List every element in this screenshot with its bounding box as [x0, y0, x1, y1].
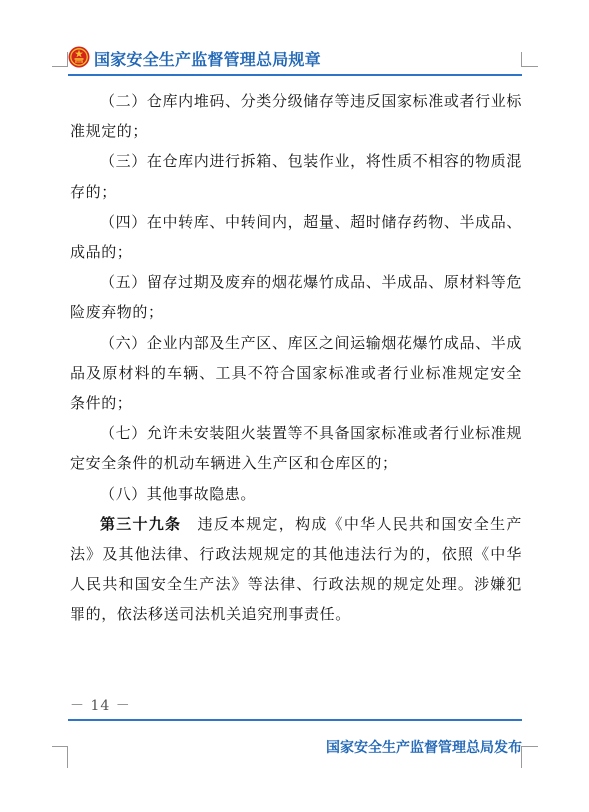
crop-mark	[522, 66, 538, 67]
clause-paragraph: （五）留存过期及废弃的烟花爆竹成品、半成品、原材料等危险废弃物的；	[70, 273, 522, 322]
header-title: 国家安全生产监督管理总局规章	[94, 50, 321, 69]
clause-paragraph: （七）允许未安装阻火装置等不具备国家标准或者行业标准规定安全条件的机动车辆进入生产区和仓库区的；	[70, 424, 522, 473]
article-paragraph	[70, 509, 522, 630]
footer-divider	[68, 719, 522, 721]
clause-paragraph: （八）其他事故隐患。	[100, 484, 257, 503]
page-header	[68, 44, 522, 78]
crop-mark	[67, 746, 68, 768]
crop-mark	[52, 746, 68, 747]
footer-publisher: 国家安全生产监督管理总局发布	[326, 740, 522, 756]
clause-paragraph: （四）在中转库、中转间内，超量、超时储存药物、半成品、成品的；	[70, 212, 522, 262]
article-heading: 第三十九条	[100, 514, 182, 533]
document-body	[70, 86, 522, 630]
crop-mark	[52, 66, 68, 67]
article-text: 违反本规定，构成《中华人民共和国安全生产法》及其他法律、行政法规规定的其他违法行为的，依照《中华人民共和国安全生产法》等法律、行政法规的规定处理。涉嫌犯罪的，依法移送司法机关追究刑事责任。	[70, 514, 522, 624]
clause-paragraph: （六）企业内部及生产区、库区之间运输烟花爆竹成品、半成品及原材料的车辆、工具不符合国家标准或者行业标准规定安全条件的；	[70, 333, 522, 413]
page-number: － 14 －	[70, 698, 131, 714]
clause-paragraph: （三）在仓库内进行拆箱、包装作业，将性质不相容的物质混存的；	[70, 152, 522, 201]
clause-paragraph: （二）仓库内堆码、分类分级储存等违反国家标准或者行业标准规定的；	[70, 92, 522, 141]
header-divider	[68, 74, 522, 76]
national-emblem-icon	[68, 46, 90, 68]
crop-mark	[522, 746, 538, 747]
